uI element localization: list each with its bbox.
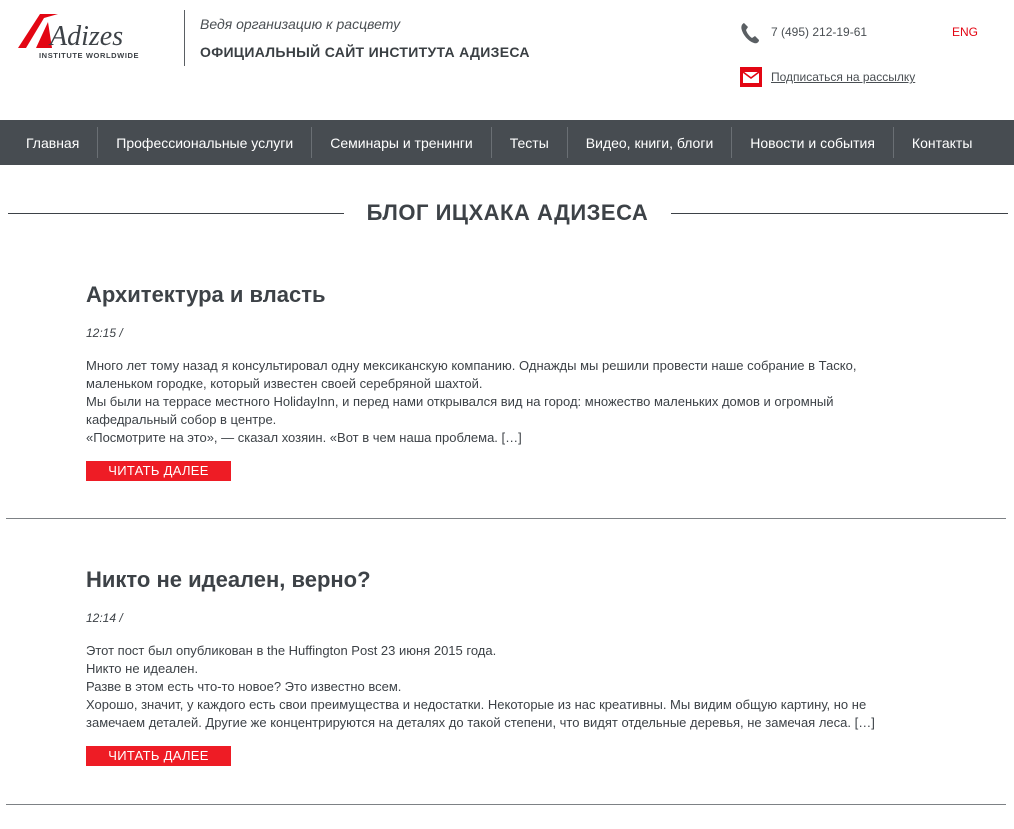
heading-rule-right <box>671 213 1008 214</box>
post-title[interactable]: Архитектура и власть <box>86 282 326 307</box>
logo-word: Adizes <box>50 21 124 52</box>
tagline: Ведя организацию к расцвету <box>200 16 401 32</box>
main-nav <box>0 120 1014 165</box>
site-header <box>0 0 1014 120</box>
blog-post <box>86 567 916 766</box>
phone-number[interactable]: 7 (495) 212-19-61 <box>771 25 868 39</box>
excerpt-line: Разве в этом есть что-то новое? Это известно всем. <box>86 679 402 694</box>
blog-post <box>86 282 916 481</box>
post-separator <box>6 518 1006 519</box>
excerpt-line: Много лет тому назад я консультировал одну мексиканскую компанию. Однажды мы решили провести наше собрание в Таско, маленьком городке, который известен своей серебряной шахтой. <box>86 358 857 391</box>
adizes-logo[interactable] <box>14 8 174 62</box>
mail-icon <box>740 67 762 87</box>
section-title: БЛОГ ИЦХАКА АДИЗЕСА <box>366 200 649 225</box>
language-switch[interactable]: ENG <box>952 25 979 39</box>
site-title: ОФИЦИАЛЬНЫЙ САЙТ ИНСТИТУТА АДИЗЕСА <box>200 44 530 60</box>
post-title[interactable]: Никто не идеален, верно? <box>86 567 371 592</box>
logo-divider <box>184 10 185 66</box>
read-more-button[interactable]: ЧИТАТЬ ДАЛЕЕ <box>86 461 231 481</box>
heading-rule-left <box>8 213 344 214</box>
excerpt-line: Никто не идеален. <box>86 661 199 676</box>
subscribe-link[interactable]: Подписаться на рассылку <box>771 70 916 84</box>
post-excerpt <box>86 357 916 447</box>
read-more-button[interactable]: ЧИТАТЬ ДАЛЕЕ <box>86 746 231 766</box>
excerpt-line: Хорошо, значит, у каждого есть свои преимущества и недостатки. Некоторые из нас креативны. Мы видим общую картину, но не замечаем деталей. Другие же концентрируются на деталях до такой степени, что видят отдельные деревья, не замечая леса. […] <box>86 697 875 730</box>
post-separator <box>6 804 1006 805</box>
section-heading <box>0 196 1014 232</box>
nav-item-news[interactable]: Новости и события <box>732 127 894 158</box>
nav-item-contacts[interactable]: Контакты <box>911 134 973 151</box>
post-time: 12:15 / <box>86 326 123 340</box>
nav-item-tests[interactable]: Тесты <box>492 127 568 158</box>
post-excerpt <box>86 642 916 732</box>
post-time: 12:14 / <box>86 611 123 625</box>
nav-item-media[interactable]: Видео, книги, блоги <box>568 127 733 158</box>
phone-icon <box>740 22 760 44</box>
excerpt-line: Мы были на террасе местного HolidayInn, и перед нами открывался вид на город: множество маленьких домов и огромный кафедральный собор в центре. <box>86 394 834 427</box>
nav-item-home[interactable]: Главная <box>8 127 98 158</box>
logo-sub: INSTITUTE WORLDWIDE <box>39 51 140 60</box>
nav-item-services[interactable]: Профессиональные услуги <box>98 127 312 158</box>
excerpt-line: «Посмотрите на это», — сказал хозяин. «Вот в чем наша проблема. […] <box>86 430 522 445</box>
excerpt-line: Этот пост был опубликован в the Huffington Post 23 июня 2015 года. <box>86 643 497 658</box>
nav-item-seminars[interactable]: Семинары и тренинги <box>312 127 492 158</box>
